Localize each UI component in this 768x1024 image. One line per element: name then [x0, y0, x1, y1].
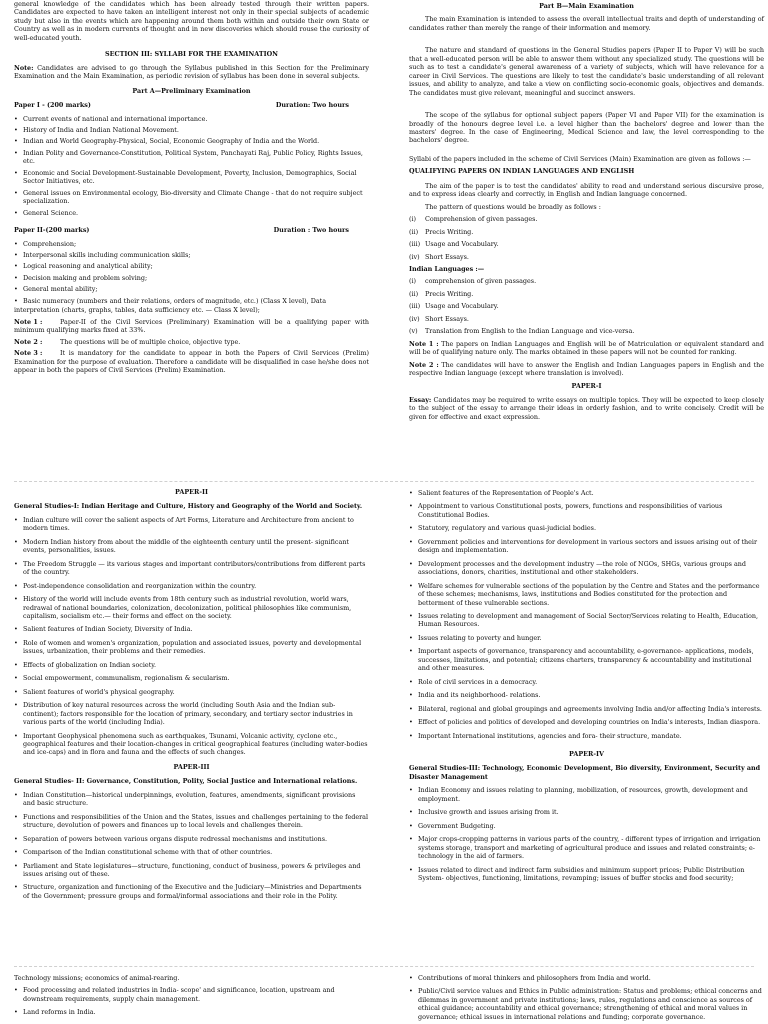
- section3-left-column: [14, 968, 369, 1022]
- language-note-2: [409, 361, 764, 378]
- note-label: Note 2 :: [14, 337, 43, 346]
- page-section-3: [0, 968, 768, 1024]
- paper2-header: [14, 226, 369, 234]
- gs2-continued-list: [409, 489, 764, 740]
- gs3-heading: General Studies-III: Technology, Economic Development, Bio diversity, Environment, Security and Disaster Management: [409, 764, 761, 781]
- note-label: Note 1 :: [409, 339, 439, 348]
- indian-languages-list: [409, 277, 764, 335]
- list-item: • Comprehension;: [14, 240, 369, 248]
- item-number: (v): [409, 327, 418, 336]
- part-b-heading: Part B—Main Examination: [539, 2, 634, 10]
- list-item: • Inclusive growth and issues arising from it.: [409, 808, 764, 816]
- list-item: • Logical reasoning and analytical ability;: [14, 262, 369, 270]
- gs3-list: [409, 786, 764, 882]
- item-text: Translation from English to the Indian Language and vice-versa.: [425, 327, 635, 336]
- list-item: • Land reforms in India.: [14, 1008, 369, 1016]
- list-item: • Important aspects of governance, transparency and accountability, e-governance- applications, models, successes, limitations, and potential; citizens charters, transparency & accountability and institutional and other measures.: [409, 647, 764, 672]
- part-a-heading: Part A—Preliminary Examination: [132, 86, 251, 95]
- qualifying-papers-heading: QUALIFYING PAPERS ON INDIAN LANGUAGES AND ENGLISH: [409, 167, 635, 176]
- list-item: • Current events of national and international importance.: [14, 115, 369, 123]
- note-text: Candidates are advised to go through the Syllabus published in this Section for the Preliminary Examination and the Main Examination, as periodic revision of syllabus has been done in several subjects.: [14, 63, 369, 81]
- list-item: [409, 215, 764, 223]
- note-3: [14, 349, 369, 374]
- list-item: • Issues related to direct and indirect farm subsidies and minimum support prices; Public Distribution System- objectives, functioning, limitations, revamping; issues of buffer stocks and food security;: [409, 866, 764, 883]
- note-2: [14, 338, 369, 346]
- gs2-heading: General Studies- II: Governance, Constitution, Polity, Social Justice and International relations.: [14, 777, 358, 786]
- list-item: [409, 228, 764, 236]
- essay-text: Candidates may be required to write essays on multiple topics. They will be expected to keep closely to the subject of the essay to arrange their ideas in orderly fashion, and to write concisely. Credit will be given for effective and exact expression.: [409, 395, 764, 421]
- list-item: • Contributions of moral thinkers and philosophers from India and world.: [409, 974, 764, 982]
- pattern-line: The pattern of questions would be broadly as follows :: [425, 202, 601, 211]
- list-item: • Public/Civil service values and Ethics in Public administration: Status and problems; ethical concerns and dilemmas in government and private institutions; laws, rules, regulations and conscience as sources of ethical guidance; accountability and ethical governance; strengthening of ethical and moral values in governance; ethical issues in international relations and funding; corporate governance.: [409, 987, 764, 1021]
- list-item: • Issues relating to poverty and hunger.: [409, 634, 764, 642]
- syllabi-line: Syllabi of the papers included in the scheme of Civil Services (Main) Examination are given as follows :—: [409, 154, 751, 163]
- list-item: [409, 302, 764, 310]
- item-text: Short Essays.: [425, 252, 469, 261]
- note-label: Note 1 :: [14, 317, 43, 326]
- language-note-1: [409, 340, 764, 357]
- paper-1-heading: PAPER-I: [571, 381, 602, 390]
- list-item: • General mental ability;: [14, 285, 369, 293]
- list-item: • Comparison of the Indian constitutional scheme with that of other countries.: [14, 848, 369, 856]
- general-studies-paragraph: The nature and standard of questions in the General Studies papers (Paper II to Paper V) will be such that a well-educated person will be able to answer them without any specialized study. The questions will be such as to test a candidate's general awareness of a variety of subjects, which will have relevance for a career in Civil Services. The questions are likely to test the candidate's basic understanding of all relevant issues, and ability to analyze, and take a view on conflicting socio-economic goals, objectives and demands. The candidates must give relevant, meaningful and succinct answers.: [409, 46, 764, 97]
- section-title: SECTION III: SYLLABI FOR THE EXAMINATION: [105, 50, 278, 59]
- indian-languages-heading: Indian Languages :—: [409, 264, 485, 273]
- item-text: Usage and Vocabulary.: [425, 240, 499, 249]
- list-item: • Indian Constitution—historical underpinnings, evolution, features, amendments, significant provisions and basic structure.: [14, 791, 369, 808]
- list-item: [409, 253, 764, 261]
- section2-right-column: [409, 484, 764, 887]
- list-item: • India and its neighborhood- relations.: [409, 691, 764, 699]
- list-item: • Indian Economy and issues relating to planning, mobilization, of resources, growth, development and employment.: [409, 786, 764, 803]
- list-item: [409, 315, 764, 323]
- section2-left-column: [14, 484, 369, 905]
- list-item: [409, 277, 764, 285]
- note-label: Note 3 :: [14, 349, 43, 358]
- list-item: • Basic numeracy (numbers and their relations, orders of magnitude, etc.) (Class X level), Data: [14, 297, 369, 305]
- paper1-list: [14, 115, 369, 218]
- item-number: (iv): [409, 314, 420, 323]
- list-item: • Development processes and the development industry —the role of NGOs, SHGs, various groups and associations, donors, charities, institutional and other stakeholders.: [409, 560, 764, 577]
- list-item-continuation: interpretation (charts, graphs, tables, data sufficiency etc. — Class X level);: [14, 306, 260, 315]
- list-item: • Food processing and related industries in India- scope' and significance, location, upstream and downstream requirements, supply chain management.: [14, 986, 369, 1003]
- list-item: [409, 240, 764, 248]
- list-item: • Decision making and problem solving;: [14, 274, 369, 282]
- list-item: • History of India and Indian National Movement.: [14, 126, 369, 134]
- list-item: • General Science.: [14, 209, 369, 217]
- list-item: • Indian culture will cover the salient aspects of Art Forms, Literature and Architecture from ancient to modern times.: [14, 516, 369, 533]
- list-item: • Functions and responsibilities of the Union and the States, issues and challenges pertaining to the federal structure, devolution of powers and finances up to local levels and challenges therein.: [14, 813, 369, 830]
- item-text: comprehension of given passages.: [425, 277, 537, 286]
- optional-scope-paragraph: The scope of the syllabus for optional subject papers (Paper VI and Paper VII) for the examination is broadly of the honours degree level i.e. a level higher than the bachelors' degree and lower than the masters' degree. In the case of Engineering, Medical Science and law, the level corresponding to the bachelors' degree.: [409, 111, 764, 145]
- paper-2-heading: PAPER-II: [175, 488, 208, 496]
- list-item: • Issues relating to development and management of Social Sector/Services relating to Health, Education, Human Resources.: [409, 612, 764, 629]
- page-divider: [14, 966, 754, 967]
- list-item: • Role of women and women's organization, population and associated issues, poverty and developmental issues, urbanization, their problems and their remedies.: [14, 639, 369, 656]
- list-item: • Salient features of world's physical geography.: [14, 688, 369, 696]
- section1-left-column: [14, 0, 369, 377]
- paper1-duration: Duration: Two hours: [275, 101, 349, 110]
- note-text: The candidates will have to answer the English and Indian Languages papers in English and the respective Indian language (except where translation is involved).: [409, 360, 764, 378]
- paper2-list: [14, 240, 369, 315]
- paper2-duration: Duration : Two hours: [273, 226, 349, 235]
- list-item: • Separation of powers between various organs dispute redressal mechanisms and institutions.: [14, 835, 369, 843]
- item-text: Precis Writing.: [425, 289, 474, 298]
- paper-3-heading: PAPER-III: [173, 762, 210, 771]
- list-item: • Salient features of the Representation of People's Act.: [409, 489, 764, 497]
- note-text: It is mandatory for the candidate to appear in both the Papers of Civil Services (Prelim) Examination for the purpose of evaluation. Therefore a candidate will be disqualified in case he/she does not appear in both the papers of Civil Services (Prelim) Examination.: [14, 349, 369, 374]
- paper-4-heading: PAPER-IV: [569, 749, 604, 758]
- list-item: • Bilateral, regional and global groupings and agreements involving India and/or affecting India's interests.: [409, 705, 764, 713]
- note-text: The questions will be of multiple choice, objective type.: [60, 337, 241, 346]
- list-item: • Parliament and State legislatures—structure, functioning, conduct of business, powers & privileges and issues arising out of these.: [14, 862, 369, 879]
- section1-right-column: [409, 0, 764, 425]
- intro-paragraph: general knowledge of the candidates which has been already tested through their written papers. Candidates are expected to have taken an intelligent interest not only in their special subjects of academic study but also in the events which are happening around them both within and outside their own State or Country as well as in modern currents of thought and in new discoveries which should rouse the curiosity of well-educated youth.: [14, 0, 369, 42]
- list-item: • Structure, organization and functioning of the Executive and the Judiciary—Ministries and Departments of the Government; pressure groups and formal/informal associations and their role in the Polity.: [14, 883, 369, 900]
- list-item: • Effect of policies and politics of developed and developing countries on India's interests, Indian diaspora.: [409, 718, 764, 726]
- essay-label: Essay:: [409, 395, 432, 404]
- item-text: Comprehension of given passages.: [425, 215, 538, 224]
- section3-right-column: [409, 968, 764, 1024]
- list-item: • Interpersonal skills including communication skills;: [14, 251, 369, 259]
- paper1-header: [14, 101, 369, 109]
- list-item: • Statutory, regulatory and various quasi-judicial bodies.: [409, 524, 764, 532]
- item-text: Usage and Vocabulary.: [425, 302, 499, 311]
- note-1: [14, 318, 369, 335]
- item-text: Precis Writing.: [425, 227, 474, 236]
- essay-paragraph: [409, 396, 764, 421]
- list-item: • Indian and World Geography-Physical, Social, Economic Geography of India and the World.: [14, 137, 369, 145]
- list-item: • Major crops-cropping patterns in various parts of the country, - different types of irrigation and irrigation systems storage, transport and marketing of agricultural produce and issues and related constraints; e-technology in the aid of farmers.: [409, 835, 764, 860]
- list-item: [409, 290, 764, 298]
- item-number: (iii): [409, 240, 421, 249]
- list-item: • Modern Indian history from about the middle of the eighteenth century until the present- significant events, personalities, issues.: [14, 538, 369, 555]
- list-item: • Government Budgeting.: [409, 822, 764, 830]
- list-item: • Distribution of key natural resources across the world (including South Asia and the Indian sub-continent); factors responsible for the location of primary, secondary, and tertiary sector industries in various parts of the world (including India).: [14, 701, 369, 726]
- list-item: • Welfare schemes for vulnerable sections of the population by the Centre and States and the performance of these schemes; mechanisms, laws, institutions and Bodies constituted for the protection and betterment of these vulnerable sections.: [409, 582, 764, 607]
- item-number: (iv): [409, 252, 420, 261]
- page-divider: [14, 481, 754, 482]
- page-section-1: [0, 0, 768, 478]
- list-item: • Important Geophysical phenomena such as earthquakes, Tsunami, Volcanic activity, cyclone etc., geographical features and their location-changes in critical geographical features (including water-bodies and ice-caps) and in flora and fauna and the effects of such changes.: [14, 732, 369, 757]
- list-item: • Indian Polity and Governance-Constitution, Political System, Panchayati Raj, Public Policy, Rights Issues, etc.: [14, 149, 369, 166]
- note-label: Note:: [14, 63, 34, 72]
- item-number: (i): [409, 215, 417, 224]
- note-label: Note 2 :: [409, 360, 439, 369]
- gs1-heading: General Studies-I: Indian Heritage and Culture, History and Geography of the World and Society.: [14, 502, 363, 511]
- list-item: • General issues on Environmental ecology, Bio-diversity and Climate Change - that do not require subject specialization.: [14, 189, 369, 206]
- gs2-list: [14, 791, 369, 901]
- list-item: • Social empowerment, communalism, regionalism & secularism.: [14, 674, 369, 682]
- list-item: • Role of civil services in a democracy.: [409, 678, 764, 686]
- syllabus-note: [14, 64, 369, 81]
- list-item: • Effects of globalization on Indian society.: [14, 661, 369, 669]
- aim-paragraph: The aim of the paper is to test the candidates' ability to read and understand serious discursive prose, and to express ideas clearly and correctly, in English and Indian language concerned.: [409, 181, 764, 199]
- main-exam-paragraph: The main Examination is intended to assess the overall intellectual traits and depth of understanding of candidates rather than merely the range of their information and memory.: [409, 15, 764, 32]
- list-item: • The Freedom Struggle — its various stages and important contributors/contributions from different parts of the country.: [14, 560, 369, 577]
- item-number: (iii): [409, 302, 421, 311]
- item-number: (ii): [409, 227, 419, 236]
- list-item: [409, 327, 764, 335]
- note-text: Paper-II of the Civil Services (Preliminary) Examination will be a qualifying paper with minimum qualifying marks fixed at 33%.: [14, 317, 369, 335]
- english-list: [409, 215, 764, 261]
- paper2-label: Paper II-(200 marks): [14, 226, 90, 235]
- gs1-list: [14, 516, 369, 757]
- paper1-label: Paper I - (200 marks): [14, 101, 91, 110]
- list-item: • History of the world will include events from 18th century such as industrial revolution, world wars, redrawal of national boundaries, colonization, decolonization, political philosophies like communism, capitalism, socialism etc.— their forms and effect on the society.: [14, 595, 369, 620]
- list-item: • Government policies and interventions for development in various sectors and issues arising out of their design and implementation.: [409, 538, 764, 555]
- note-text: The papers on Indian Languages and English will be of Matriculation or equivalent standard and will be of qualifying nature only. The marks obtained in these papers will not be counted for ranking.: [409, 339, 764, 357]
- item-number: (ii): [409, 289, 419, 298]
- list-item: • Salient features of Indian Society, Diversity of India.: [14, 625, 369, 633]
- list-item: • Economic and Social Development-Sustainable Development, Poverty, Inclusion, Demographics, Social Sector Initiatives, etc.: [14, 169, 369, 186]
- page-section-2: [0, 484, 768, 962]
- list-item: • Post-independence consolidation and reorganization within the country.: [14, 582, 369, 590]
- item-text: Short Essays.: [425, 314, 469, 323]
- technology-missions-line: Technology missions; economics of animal-rearing.: [14, 974, 180, 982]
- list-item: • Important International institutions, agencies and fora- their structure, mandate.: [409, 732, 764, 740]
- list-item: • Appointment to various Constitutional posts, powers, functions and responsibilities of various Constitutional Bodies.: [409, 502, 764, 519]
- item-number: (i): [409, 277, 417, 286]
